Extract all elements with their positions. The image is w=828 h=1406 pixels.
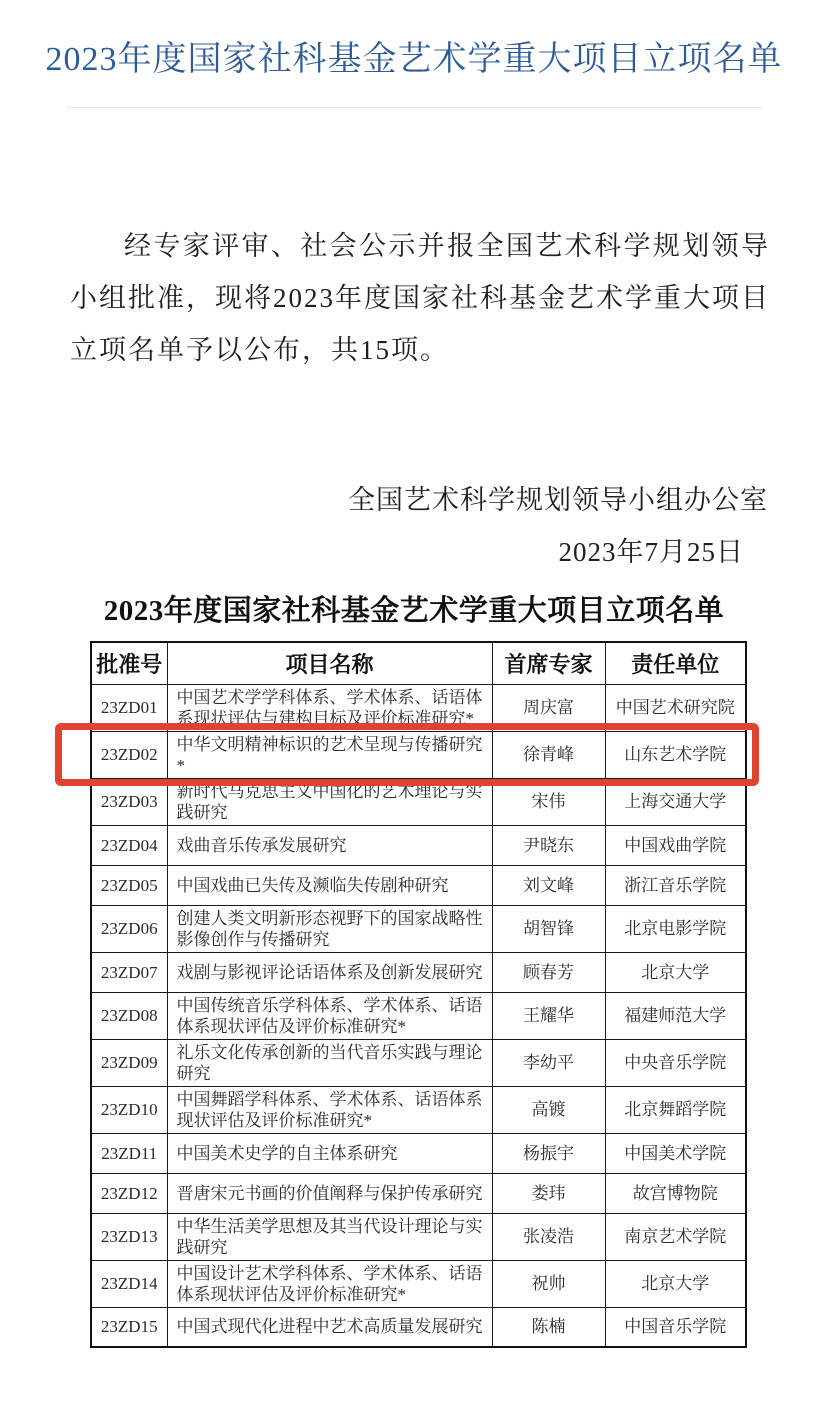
table-row: [91, 1260, 746, 1307]
project-table-body: [91, 684, 746, 1347]
cell-responsible-unit: 北京大学: [605, 1260, 746, 1307]
cell-approval-no: 23ZD14: [91, 1260, 167, 1307]
cell-approval-no: 23ZD01: [91, 684, 167, 731]
signature-date: 2023年7月25日: [558, 537, 744, 567]
cell-project-name: 中国艺术学学科体系、学术体系、话语体系现状评估与建构目标及评价标准研究*: [167, 684, 492, 731]
cell-chief-expert: 张凌浩: [492, 1213, 605, 1260]
cell-chief-expert: 刘文峰: [492, 865, 605, 905]
cell-responsible-unit: 福建师范大学: [605, 992, 746, 1039]
table-row: [91, 992, 746, 1039]
cell-project-name: 戏剧与影视评论话语体系及创新发展研究: [167, 952, 492, 992]
cell-project-name: 中国传统音乐学科体系、学术体系、话语体系现状评估及评价标准研究*: [167, 992, 492, 1039]
cell-approval-no: 23ZD05: [91, 865, 167, 905]
cell-responsible-unit: 中国艺术研究院: [605, 684, 746, 731]
cell-chief-expert: 娄玮: [492, 1173, 605, 1213]
cell-responsible-unit: 北京大学: [605, 952, 746, 992]
cell-chief-expert: 徐青峰: [492, 731, 605, 778]
col-header-responsible-unit: 责任单位: [605, 642, 746, 684]
cell-responsible-unit: 故宫博物院: [605, 1173, 746, 1213]
col-header-approval-no: 批准号: [91, 642, 167, 684]
cell-approval-no: 23ZD15: [91, 1307, 167, 1347]
table-row: [91, 905, 746, 952]
cell-approval-no: 23ZD09: [91, 1039, 167, 1086]
cell-responsible-unit: 中国戏曲学院: [605, 825, 746, 865]
cell-chief-expert: 尹晓东: [492, 825, 605, 865]
cell-responsible-unit: 北京电影学院: [605, 905, 746, 952]
table-row: [91, 1039, 746, 1086]
table-row: [91, 731, 746, 778]
cell-approval-no: 23ZD10: [91, 1086, 167, 1133]
table-row: [91, 1173, 746, 1213]
title-divider: [66, 107, 762, 108]
announcement-paragraph: 经专家评审、社会公示并报全国艺术科学规划领导小组批准，现将2023年度国家社科基金艺术学重大项目立项名单予以公布，共15项。: [70, 231, 770, 365]
cell-approval-no: 23ZD12: [91, 1173, 167, 1213]
cell-project-name: 晋唐宋元书画的价值阐释与保护传承研究: [167, 1173, 492, 1213]
cell-responsible-unit: 中国音乐学院: [605, 1307, 746, 1347]
cell-project-name: 戏曲音乐传承发展研究: [167, 825, 492, 865]
cell-chief-expert: 高镀: [492, 1086, 605, 1133]
table-row: [91, 865, 746, 905]
cell-chief-expert: 宋伟: [492, 778, 605, 825]
cell-chief-expert: 杨振宇: [492, 1133, 605, 1173]
cell-project-name: 中华文明精神标识的艺术呈现与传播研究*: [167, 731, 492, 778]
cell-project-name: 中国舞蹈学科体系、学术体系、话语体系现状评估及评价标准研究*: [167, 1086, 492, 1133]
cell-approval-no: 23ZD11: [91, 1133, 167, 1173]
cell-responsible-unit: 中国美术学院: [605, 1133, 746, 1173]
table-row: [91, 825, 746, 865]
cell-project-name: 中国美术史学的自主体系研究: [167, 1133, 492, 1173]
cell-approval-no: 23ZD06: [91, 905, 167, 952]
cell-responsible-unit: 山东艺术学院: [605, 731, 746, 778]
cell-approval-no: 23ZD04: [91, 825, 167, 865]
cell-responsible-unit: 上海交通大学: [605, 778, 746, 825]
cell-project-name: 新时代马克思主义中国化的艺术理论与实践研究: [167, 778, 492, 825]
cell-chief-expert: 陈楠: [492, 1307, 605, 1347]
table-row: [91, 952, 746, 992]
col-header-project-name: 项目名称: [167, 642, 492, 684]
cell-chief-expert: 王耀华: [492, 992, 605, 1039]
cell-approval-no: 23ZD07: [91, 952, 167, 992]
cell-responsible-unit: 浙江音乐学院: [605, 865, 746, 905]
table-row: [91, 1086, 746, 1133]
cell-chief-expert: 周庆富: [492, 684, 605, 731]
cell-responsible-unit: 中央音乐学院: [605, 1039, 746, 1086]
cell-responsible-unit: 南京艺术学院: [605, 1213, 746, 1260]
table-header-row: [91, 642, 746, 684]
cell-project-name: 中国戏曲已失传及濒临失传剧种研究: [167, 865, 492, 905]
cell-approval-no: 23ZD13: [91, 1213, 167, 1260]
cell-project-name: 中国设计艺术学科体系、学术体系、话语体系现状评估及评价标准研究*: [167, 1260, 492, 1307]
cell-project-name: 中国式现代化进程中艺术高质量发展研究: [167, 1307, 492, 1347]
table-row: [91, 1133, 746, 1173]
cell-responsible-unit: 北京舞蹈学院: [605, 1086, 746, 1133]
cell-chief-expert: 李幼平: [492, 1039, 605, 1086]
table-row: [91, 1213, 746, 1260]
cell-approval-no: 23ZD08: [91, 992, 167, 1039]
cell-chief-expert: 祝帅: [492, 1260, 605, 1307]
signature-block: [0, 474, 828, 578]
table-row: [91, 778, 746, 825]
cell-project-name: 中华生活美学思想及其当代设计理论与实践研究: [167, 1213, 492, 1260]
cell-project-name: 创建人类文明新形态视野下的国家战略性影像创作与传播研究: [167, 905, 492, 952]
signature-office: 全国艺术科学规划领导小组办公室: [348, 485, 768, 515]
table-title: 2023年度国家社科基金艺术学重大项目立项名单: [103, 595, 725, 627]
page-title: 2023年度国家社科基金艺术学重大项目立项名单: [45, 41, 783, 78]
table-row: [91, 1307, 746, 1347]
table-row: [91, 684, 746, 731]
cell-project-name: 礼乐文化传承创新的当代音乐实践与理论研究: [167, 1039, 492, 1086]
cell-chief-expert: 胡智锋: [492, 905, 605, 952]
col-header-chief-expert: 首席专家: [492, 642, 605, 684]
project-table: [90, 641, 747, 1348]
cell-approval-no: 23ZD02: [91, 731, 167, 778]
cell-approval-no: 23ZD03: [91, 778, 167, 825]
cell-chief-expert: 顾春芳: [492, 952, 605, 992]
